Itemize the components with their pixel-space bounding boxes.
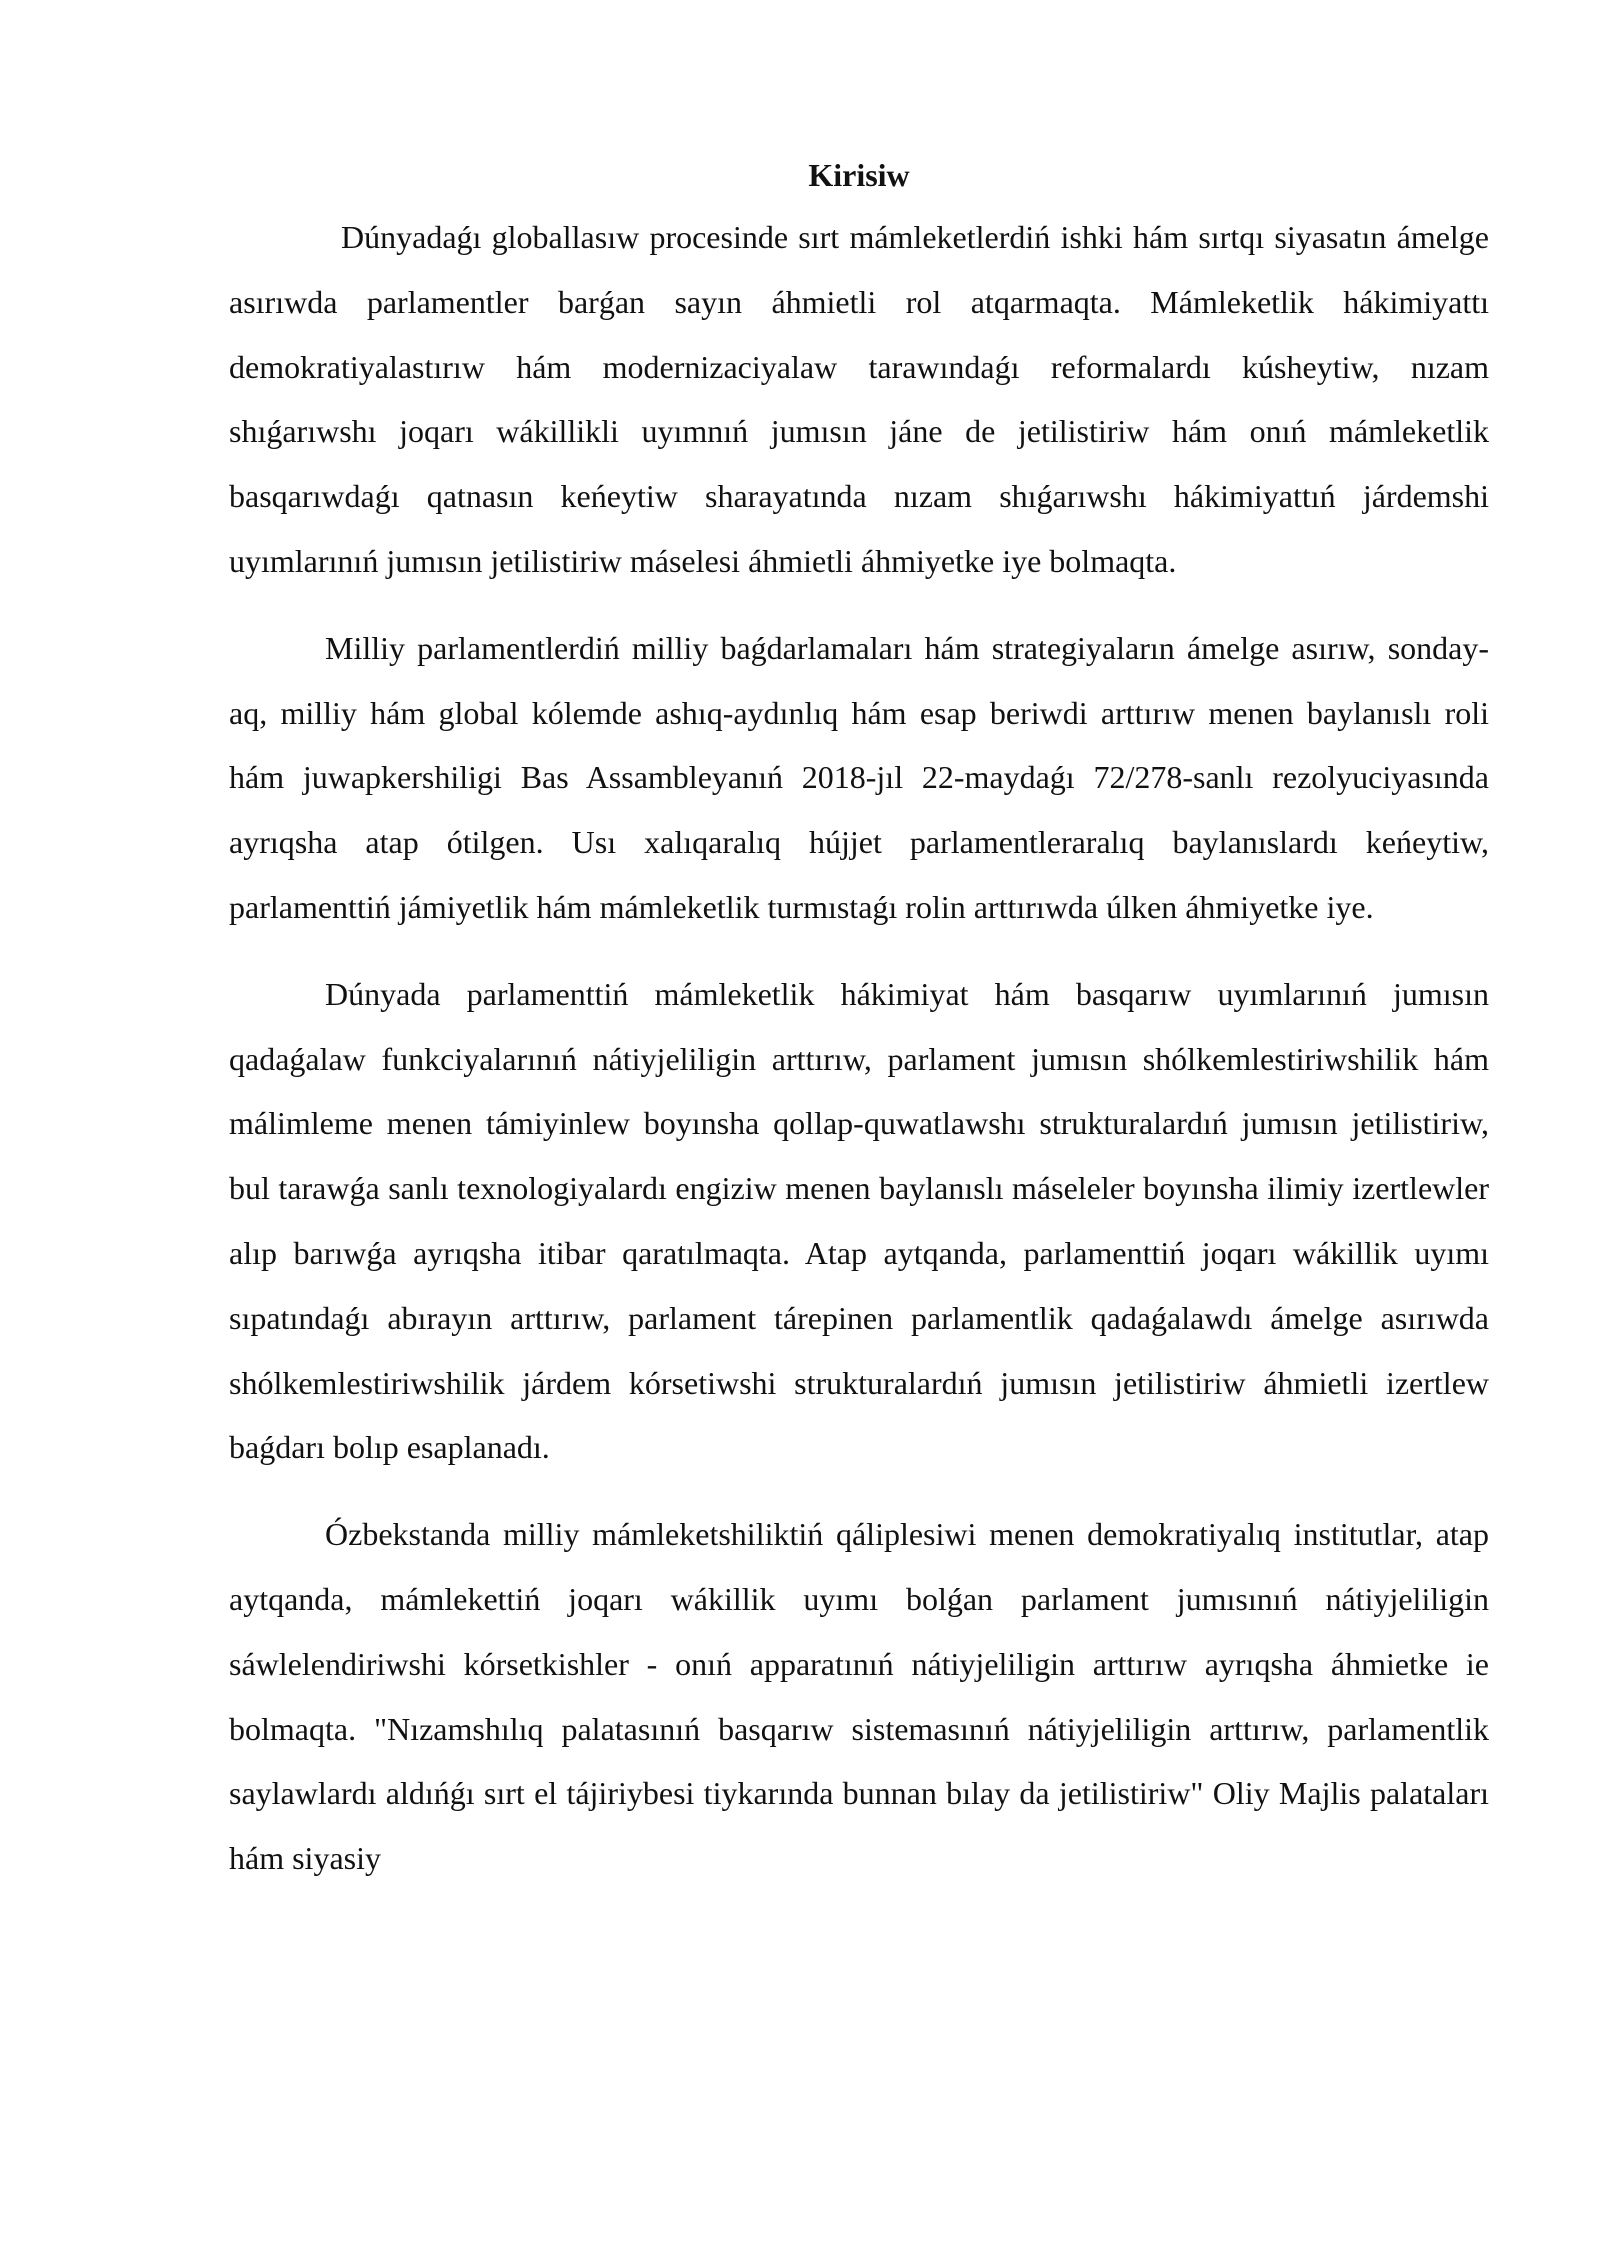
paragraph-3: Dúnyada parlamenttiń mámleketlik hákimiyat hám basqarıw uyımlarınıń jumısın qadaǵalaw funkciyalarınıń nátiyjeliligin arttırıw, parlament jumısın shólkemlestiriwshilik hám málimleme menen támiyinlew boyınsha qollap-quwatlawshı strukturalardıń jumısın jetilistiriw, bul tarawǵa sanlı texnologiyalardı engiziw menen baylanıslı máseleler boyınsha ilimiy izertlewler alıp barıwǵa ayrıqsha itibar qaratılmaqta. Atap aytqanda, parlamenttiń joqarı wákillik uyımı sıpatındaǵı abırayın arttırıw, parlament tárepinen parlamentlik qadaǵalawdı ámelge asırıwda shólkemlestiriwshilik járdem kórsetiwshi strukturalardıń jumısın jetilistiriw áhmietli izertlew baǵdarı bolıp esaplanadı.	[229, 975, 1489, 1466]
paragraph-1: Dúnyadaǵı globallasıw procesinde sırt mámleketlerdiń ishki hám sırtqı siyasatın ámelge asırıwda parlamentler barǵan sayın áhmietli rol atqarmaqta. Mámleketlik hákimiyattı demokratiyalastırıw hám modernizaciyalaw tarawındaǵı reformalardı kúsheytiw, nızam shıǵarıwshı joqarı wákillikli uyımnıń jumısın jáne de jetilistiriw hám onıń mámleketlik basqarıwdaǵı qatnasın keńeytiw sharayatında nızam shıǵarıwshı hákimiyattıń járdemshi uyımlarınıń jumısın jetilistiriw máselesi áhmietli áhmiyetke iye bolmaqta.	[229, 219, 1489, 579]
document-body	[229, 150, 1489, 1913]
page-title: Kirisiw	[808, 157, 910, 193]
paragraph-4: Ózbekstanda milliy mámleketshiliktiń qáliplesiwi menen demokratiyalıq institutlar, atap aytqanda, mámlekettiń joqarı wákillik uyımı bolǵan parlament jumısınıń nátiyjeliligin sáwlelendiriwshi kórsetkishler - onıń apparatınıń nátiyjeliligin arttırıw ayrıqsha áhmietke ie bolmaqta. "Nızamshılıq palatasınıń basqarıw sistemasınıń nátiyjeliligin arttırıw, parlamentlik saylawlardı aldıńǵı sırt el tájiriybesi tiykarında bunnan bılay da jetilistiriw" Oliy Majlis palataları hám siyasiy	[229, 1516, 1489, 1877]
paragraph-2: Milliy parlamentlerdiń milliy baǵdarlamaları hám strategiyaların ámelge asırıw, sonday-aq, milliy hám global kólemde ashıq-aydınlıq hám esap beriwdi arttırıw menen baylanıslı roli hám juwapkershiligi Bas Assambleyanıń 2018-jıl 22-maydaǵı 72/278-sanlı rezolyuciyasında ayrıqsha atap ótilgen. Usı xalıqaralıq hújjet parlamentleraralıq baylanıslardı keńeytiw, parlamenttiń jámiyetlik hám mámleketlik turmıstaǵı rolin arttırıwda úlken áhmiyetke iye.	[229, 629, 1489, 925]
